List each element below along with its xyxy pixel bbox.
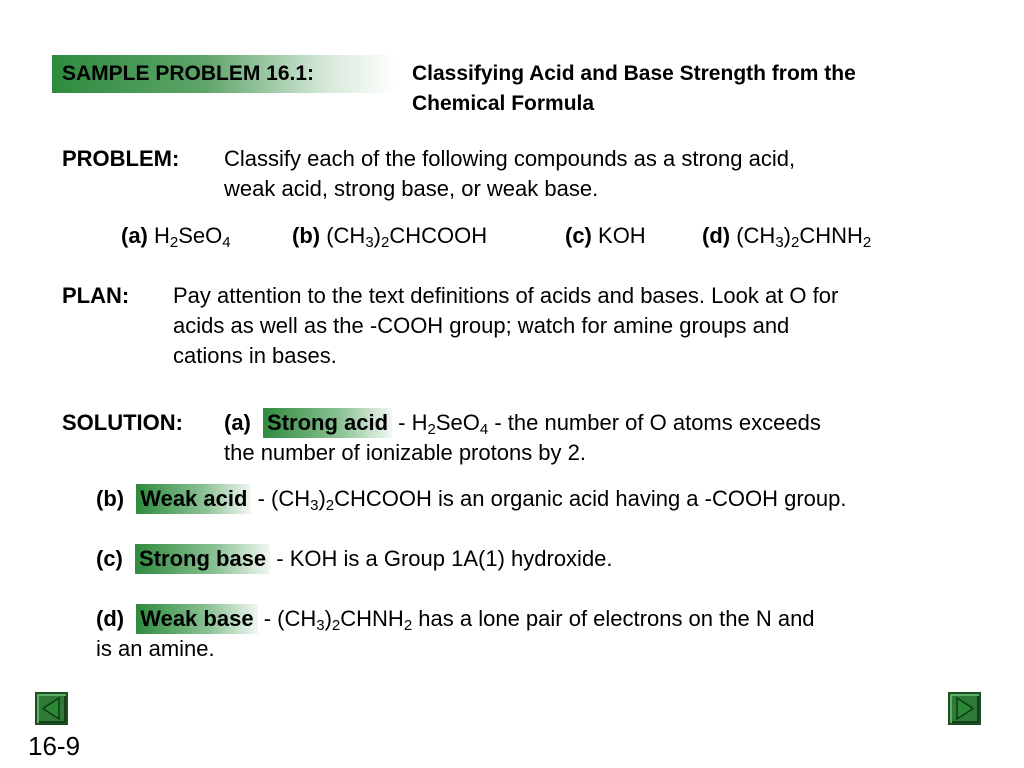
solution-d bbox=[96, 604, 976, 664]
solution-c bbox=[96, 544, 613, 574]
compound-d-label: (d) bbox=[702, 223, 731, 248]
triangle-right-icon bbox=[950, 694, 979, 723]
solution-c-label: (c) bbox=[96, 546, 123, 571]
plan-heading: PLAN: bbox=[62, 283, 130, 308]
page-title-line2: Chemical Formula bbox=[412, 92, 595, 115]
solution-a-formula: - $H_2SeO_4$ bbox=[398, 410, 489, 438]
compound-a-label: (a) bbox=[121, 223, 148, 248]
compound-b-label: (b) bbox=[292, 223, 321, 248]
page-title bbox=[412, 59, 992, 119]
plan-line2: acids as well as the -COOH group; watch for amine groups and bbox=[173, 313, 790, 338]
solution-c-text: - KOH is a Group 1A(1) hydroxide. bbox=[276, 546, 613, 571]
solution-a-label: (a) bbox=[224, 410, 251, 435]
compound-a bbox=[121, 221, 231, 251]
compound-c-label: (c) bbox=[565, 223, 592, 248]
solution-heading: SOLUTION: bbox=[62, 410, 183, 435]
solution-a-text-line2: the number of ionizable protons by 2. bbox=[224, 440, 587, 465]
plan-line1: Pay attention to the text definitions of acids and bases. Look at O for bbox=[173, 283, 839, 308]
solution-d-text: has a lone pair of electrons on the N and bbox=[418, 606, 815, 631]
solution-a bbox=[224, 408, 984, 468]
compound-d-formula: $(CH_3)_2CHNH_2$ bbox=[736, 223, 872, 251]
solution-b-text: is an organic acid having a -COOH group. bbox=[438, 486, 847, 511]
strong-base-badge: Strong base bbox=[135, 544, 270, 574]
page-title-line1: Classifying Acid and Base Strength from the bbox=[412, 62, 856, 85]
solution-d-label: (d) bbox=[96, 606, 125, 631]
triangle-left-icon bbox=[37, 694, 66, 723]
solution-d-formula: - $(CH_3)_2CHNH_2$ bbox=[263, 606, 413, 634]
next-slide-button[interactable] bbox=[948, 692, 981, 725]
problem-text bbox=[224, 144, 964, 204]
solution-a-text: - the number of O atoms exceeds bbox=[494, 410, 821, 435]
solution-b bbox=[96, 484, 846, 514]
compound-b-formula: $(CH_3)_2CHCOOH$ bbox=[326, 223, 488, 251]
page-number: 16-9 bbox=[28, 731, 81, 761]
plan-text bbox=[173, 281, 973, 371]
weak-base-badge: Weak base bbox=[136, 604, 257, 634]
prev-slide-button[interactable] bbox=[35, 692, 68, 725]
compound-c bbox=[565, 221, 646, 251]
problem-line1: Classify each of the following compounds as a strong acid, bbox=[224, 146, 796, 171]
sample-problem-label: SAMPLE PROBLEM 16.1: bbox=[62, 62, 315, 85]
compound-a-formula: $H_2SeO_4$ bbox=[154, 223, 231, 251]
plan-line3: cations in bases. bbox=[173, 343, 337, 368]
solution-b-formula: - $(CH_3)_2CHCOOH$ bbox=[257, 486, 432, 514]
solution-d-text-line2: is an amine. bbox=[96, 636, 215, 661]
compound-b bbox=[292, 221, 487, 251]
compound-d bbox=[702, 221, 871, 251]
solution-b-label: (b) bbox=[96, 486, 125, 511]
strong-acid-badge: Strong acid bbox=[263, 408, 392, 438]
compound-c-formula: KOH bbox=[598, 223, 646, 248]
problem-line2: weak acid, strong base, or weak base. bbox=[224, 176, 599, 201]
problem-heading: PROBLEM: bbox=[62, 146, 180, 171]
weak-acid-badge: Weak acid bbox=[136, 484, 251, 514]
